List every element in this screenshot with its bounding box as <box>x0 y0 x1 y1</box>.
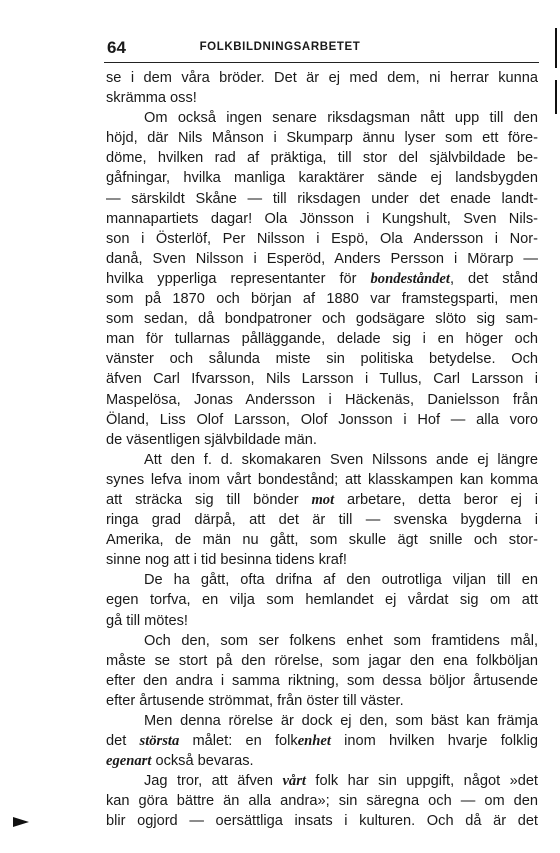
text-line <box>106 390 538 410</box>
text-line <box>106 309 538 329</box>
text-line <box>106 590 538 610</box>
text-segment: Om också ingen senare riksdagsman nått upp till den <box>144 110 538 127</box>
page-edge-mark <box>555 80 557 114</box>
text-segment: se i dem våra bröder. Det är ej med dem, ni herrar kunna <box>106 70 538 86</box>
body-text <box>106 68 538 832</box>
text-segment: de väsentligen självbildade män. <box>106 431 317 448</box>
text-segment: också bevaras. <box>151 753 254 770</box>
text-line <box>106 108 538 128</box>
text-line <box>106 811 538 831</box>
text-segment: efter årtusende strömmat, från öster till väster. <box>106 692 404 709</box>
text-line <box>106 611 538 631</box>
text-segment: De ha gått, ofta drifna af den outrotliga viljan till en <box>144 572 538 589</box>
text-segment: blir ogjord — oersättliga insats i kulturen. Och då är det <box>106 813 538 830</box>
text-segment: Men denna rörelse är dock ej den, som bäst kan främja <box>144 713 538 729</box>
text-line <box>106 530 538 550</box>
text-segment: som sedan, då bondpatroner och godsägare slöto sig sam- <box>106 311 538 328</box>
text-segment: äfven Carl Ifvarsson, Nils Larsson i Tullus, Carl Larsson i <box>106 371 538 388</box>
text-line <box>106 711 538 731</box>
text-segment: kan göra bättre än alla andra»; sin säregna och — om den <box>106 793 538 810</box>
page-turn-mark <box>13 817 29 827</box>
text-line <box>106 410 538 430</box>
text-line <box>106 550 538 570</box>
text-segment: mannapartiets dagar! Ola Jönsson i Kungshult, Sven Nils- <box>106 210 538 227</box>
text-line <box>106 148 538 168</box>
emphasized-text: vårt <box>282 773 306 790</box>
text-line <box>106 128 538 148</box>
text-line <box>106 329 538 349</box>
running-title: FOLKBILDNINGSARBETET <box>199 41 361 53</box>
text-line <box>106 490 538 510</box>
header-rule <box>104 62 539 63</box>
text-segment: synes lefva inom vårt bondestånd; att klasskampen kan komma <box>106 471 538 488</box>
text-line <box>106 209 538 229</box>
text-line <box>106 771 538 791</box>
text-segment: skrämma oss! <box>106 90 197 107</box>
text-segment: måste se stort på den rörelse, som jagar den ena folkböljan <box>106 652 538 669</box>
text-segment: — särskildt Skåne — till riksdagen under det enade landt- <box>106 190 538 207</box>
text-line <box>106 450 538 470</box>
text-line <box>106 249 538 269</box>
text-segment: Öland, Liss Olof Larsson, Olof Jonsson i Hof — alla voro <box>106 411 538 428</box>
text-segment: hvilka ypperliga representanter för <box>106 270 371 287</box>
text-line <box>106 570 538 590</box>
text-segment: målet: en folk <box>179 733 298 750</box>
text-segment: som på 1870 och början af 1880 var framstegsparti, men <box>106 291 538 308</box>
text-line <box>106 651 538 671</box>
text-line <box>106 631 538 651</box>
text-segment: ringa grad därpå, att det är till — svenska bygderna i <box>106 512 538 529</box>
text-line <box>106 68 538 88</box>
text-line <box>106 189 538 209</box>
text-segment: son i Österlöf, Per Nilsson i Espö, Ola Andersson i Nor- <box>106 230 538 247</box>
text-segment: döme, hvilken rad af präktiga, till stor del självbildade be- <box>106 150 538 167</box>
text-segment: Amerika, de män nu gått, som skulle ägt snille och stor- <box>106 532 538 549</box>
text-line <box>106 88 538 108</box>
text-segment: att sträcka sig till bönder <box>106 491 312 508</box>
text-segment: Och den, som ser folkens enhet som framtidens mål, <box>144 632 538 649</box>
emphasized-text: enhet <box>297 733 331 750</box>
text-segment: gå till mötes! <box>106 612 188 629</box>
text-segment: det <box>106 733 140 750</box>
emphasized-text: bondeståndet <box>370 270 450 287</box>
text-line <box>106 430 538 450</box>
text-segment: Maspelösa, Jonas Andersson i Häckenäs, Danielsson från <box>106 391 538 408</box>
text-segment: man för tullarnas pålläggande, delade sig i en höger och <box>106 331 538 348</box>
text-line <box>106 369 538 389</box>
text-segment: inom hvilken hvarje folklig <box>330 733 539 750</box>
text-segment: folk har sin uppgift, något »det <box>305 773 538 790</box>
emphasized-text: mot <box>311 491 335 508</box>
text-line <box>106 289 538 309</box>
text-segment: Att den f. d. skomakaren Sven Nilssons ande ej längre <box>144 451 538 468</box>
text-segment: , det stånd <box>449 270 538 287</box>
text-segment: egen torfva, en vilja som hemlandet ej vårdat sig om att <box>106 592 538 609</box>
text-segment: vänster och sålunda miste sin politiska betydelse. Och <box>106 351 538 368</box>
text-segment: gåfningar, hvilka manliga karaktärer sände ej landsbygden <box>106 170 538 187</box>
text-segment: efter den andra i samma riktning, som dessa böljor årtusende <box>106 672 538 689</box>
text-line <box>106 791 538 811</box>
text-segment: Jag tror, att äfven <box>144 773 283 790</box>
text-line <box>106 168 538 188</box>
text-line <box>106 349 538 369</box>
page-edge-mark <box>555 28 557 68</box>
text-line <box>106 731 538 751</box>
text-line <box>106 470 538 490</box>
text-line <box>106 671 538 691</box>
text-segment: arbetare, detta beror ej i <box>334 491 538 508</box>
text-segment: höjd, där Nils Månson i Skumparp ännu lyser som ett före- <box>106 130 538 147</box>
text-line <box>106 229 538 249</box>
text-segment: danå, Sven Nilsson i Esperöd, Anders Persson i Mörarp — <box>106 250 538 267</box>
text-line <box>106 510 538 530</box>
text-line <box>106 751 538 771</box>
text-line <box>106 269 538 289</box>
emphasized-text: egenart <box>106 753 152 770</box>
text-segment: sinne nog att i tid besinna tidens kraf! <box>106 552 347 569</box>
emphasized-text: största <box>139 733 180 750</box>
page-number: 64 <box>107 38 126 57</box>
text-line <box>106 691 538 711</box>
